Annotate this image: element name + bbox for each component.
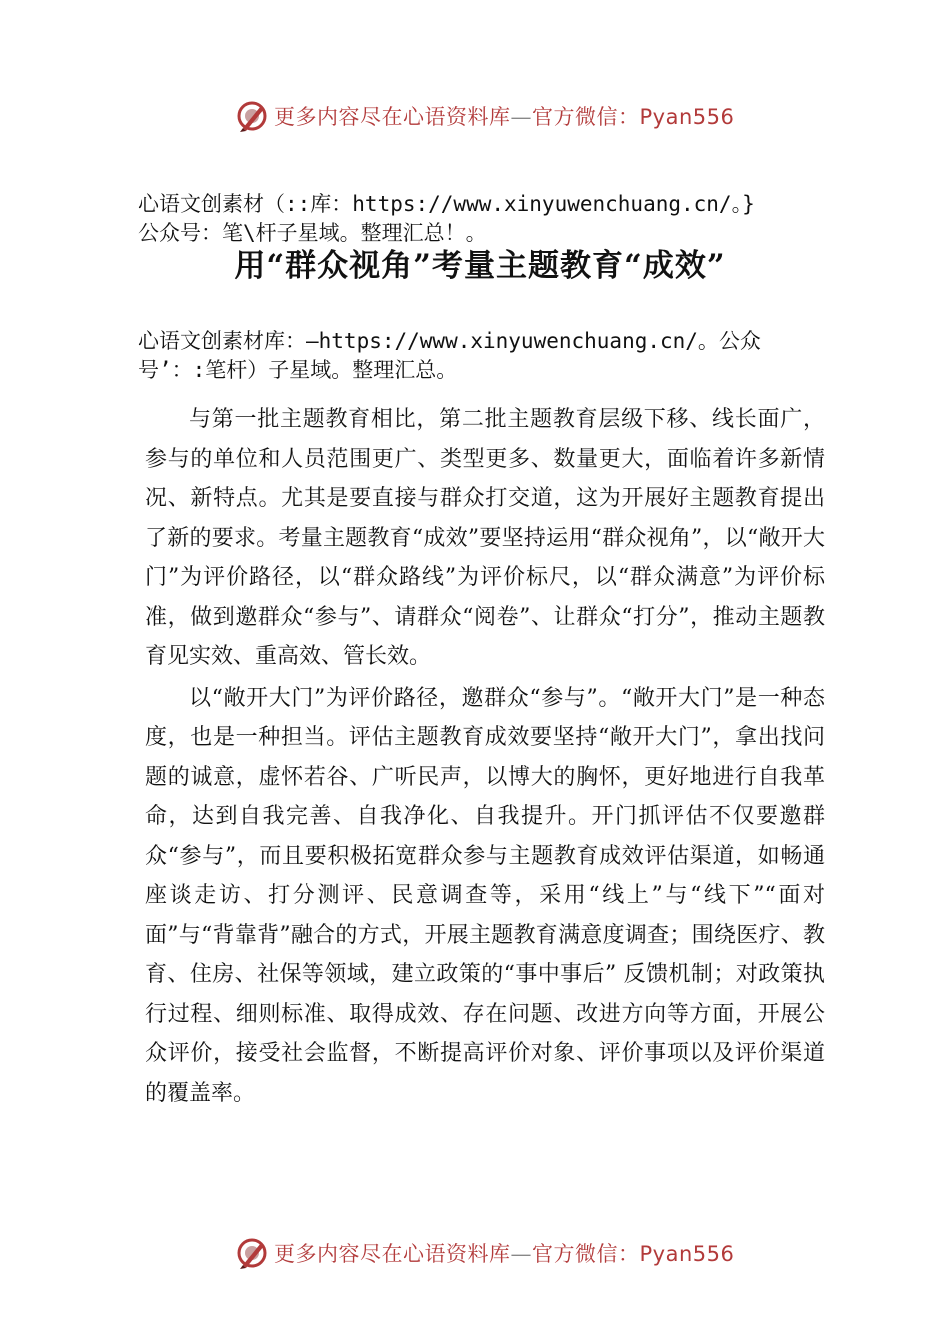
source-note-line: 心语文创素材（::库：https://www.xinyuwenchuang.cn/。} [138, 192, 755, 216]
body-paragraph: 与第一批主题教育相比，第二批主题教育层级下移、线长面广，参与的单位和人员范围更广、类型更多、数量更大，面临着许多新情况、新特点。尤其是要直接与群众打交道，这为开展好主题教育提出了新的要求。考量主题教育“成效”要坚持运用“群众视角”，以“敞开大门”为评价路径，以“群众路线”为评价标尺，以“群众满意”为评价标准，做到邀群众“参与”、请群众“阅卷”、让群众“打分”，推动主题教育见实效、重高效、管长效。 [145, 407, 825, 669]
source-note-line: 号’：:笔杆）子星域。整理汇总。 [138, 358, 458, 382]
banner-library-text: 更多内容尽在心语资料库 [274, 1242, 511, 1266]
source-note-line: 心语文创素材库：—https://www.xinyuwenchuang.cn/。公众 [138, 329, 761, 353]
header-banner [234, 96, 754, 136]
banner-wechat: 官方微信：Pyan556 [532, 105, 735, 129]
article-body [145, 400, 825, 1113]
banner-text [274, 101, 734, 131]
banner-separator: — [510, 1242, 532, 1266]
banner-text [274, 1238, 734, 1268]
article-title: 用“群众视角”考量主题教育“成效” [234, 248, 726, 284]
banner-wechat: 官方微信：Pyan556 [532, 1242, 735, 1266]
source-note-line: 公众号：笔\杆子星域。整理汇总！。 [138, 221, 487, 245]
source-note-middle [138, 327, 838, 385]
pen-logo-icon [234, 98, 270, 134]
pen-logo-icon [234, 1235, 270, 1271]
banner-separator: — [510, 105, 532, 129]
footer-banner [234, 1233, 754, 1273]
banner-library-text: 更多内容尽在心语资料库 [274, 105, 511, 129]
body-paragraph: 以“敞开大门”为评价路径，邀群众“参与”。“敞开大门”是一种态度，也是一种担当。评估主题教育成效要坚持“敞开大门”，拿出找问题的诚意，虚怀若谷、广听民声，以博大的胸怀，更好地进行自我革命，达到自我完善、自我净化、自我提升。开门抓评估不仅要邀群众“参与”，而且要积极拓宽群众参与主题教育成效评估渠道，如畅通座谈走访、打分测评、民意调查等，采用“线上”与“线下”“面对面”与“背靠背”融合的方式，开展主题教育满意度调查；围绕医疗、教育、住房、社保等领域，建立政策的“事中事后” 反馈机制；对政策执行过程、细则标准、取得成效、存在问题、改进方向等方面，开展公众评价，接受社会监督，不断提高评价对象、评价事项以及评价渠道的覆盖率。 [145, 685, 825, 1106]
